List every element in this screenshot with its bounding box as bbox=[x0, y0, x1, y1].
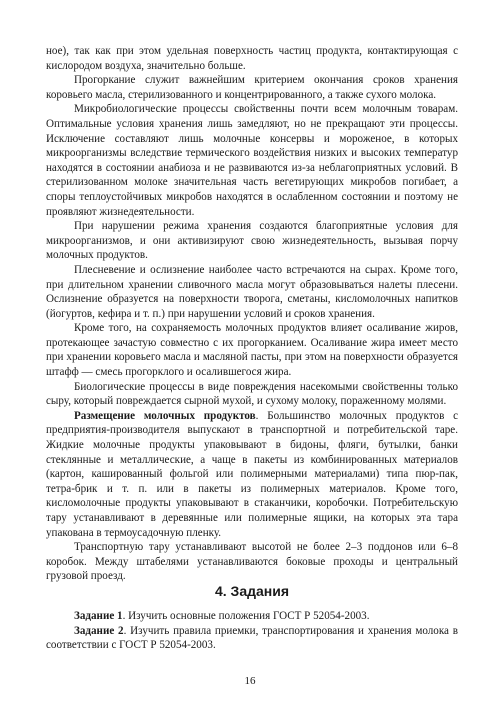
paragraph: Микробиологические процессы свойственны почти всем молочным товарам. Оптимальные условия хранения лишь замедляют, но не прекращают эти процессы. Исключение составляют лишь молочные консервы и мороженое, в которых микроорганизмы вследствие термического воздействия низких и высоких температур находятся в состоянии анабиоза и не развиваются из-за неблагоприятных условий. В стерилизованном молоке значительная часть вегетирующих микробов погибает, а споры теплоустойчивых микробов находятся в ослабленном состоянии и поэтому не проявляют жизнедеятельности. bbox=[46, 103, 458, 218]
task-item: Задание 2. Изучить правила приемки, транспортирования и хранения молока в соответствии с ГОСТ Р 52054-2003. bbox=[46, 624, 459, 652]
paragraph: Размещение молочных продуктов. Большинство молочных продуктов с предприятия-производителя выпускают в транспортной и потребительской таре. Жидкие молочные продукты упаковывают в бидоны, фляги, бутылки, банки стеклянные и металлические, а чаще в пакеты из комбинированных материалов (картон, кашированный фольгой или полимерными материалами) типа пюр-пак, тетра-брик и т. п. или в пакеты из полимерных материалов. Кроме того, кисломолочные продукты упаковывают в стаканчики, коробочки. Потребительскую тару устанавливают в деревянные или полимерные ящики, на которых эта тара упакована в термоусадочную пленку. bbox=[46, 409, 458, 539]
paragraph: Биологические процессы в виде повреждения насекомыми свойственны только сыру, который повреждается сырной мухой, и сухому молоку, пораженному молями. bbox=[46, 380, 458, 408]
task-list bbox=[46, 609, 458, 653]
paragraph: Плесневение и ослизнение наиболее часто встречаются на сырах. Кроме того, при длительном хранении сливочного масла могут образовываться налеты плесени. Ослизнение образуется на поверхности творога, сметаны, кисломолочных напитков (йогуртов, кефира и т. п.) при нарушении условий и сроков хранения. bbox=[46, 263, 458, 320]
paragraph: Кроме того, на сохраняемость молочных продуктов влияет осаливание жиров, протекающее зачастую совместно с их прогорканием. Осаливание жира имеет место при хранении коровьего масла и масляной пасты, при этом на поверхности образуется штафф — смесь прогорклого и осалившегося жира. bbox=[46, 322, 458, 379]
paragraph: Прогоркание служит важнейшим критерием окончания сроков хранения коровьего масла, стерилизованного и концентрированного, а также сухого молока. bbox=[46, 74, 458, 101]
page-number: 16 bbox=[244, 675, 256, 687]
task-label: Задание 1 bbox=[74, 610, 123, 622]
task-item: Задание 1. Изучить основные положения ГОСТ Р 52054-2003. bbox=[74, 610, 370, 622]
paragraph: ное), так как при этом удельная поверхность частиц продукта, контактирующая с кислородом воздуха, значительно больше. bbox=[46, 45, 458, 72]
paragraph: Транспортную тару устанавливают высотой не более 2–3 поддонов или 6–8 коробок. Между штабелями устанавливаются боковые проходы и центральный грузовой проезд. bbox=[46, 541, 458, 583]
bold-lead: Размещение молочных продуктов bbox=[74, 409, 256, 422]
section-heading: 4. Задания bbox=[214, 583, 290, 599]
task-label: Задание 2 bbox=[74, 624, 124, 637]
paragraph: При нарушении режима хранения создаются благоприятные условия для микроорганизмов, и они активизируют свою жизнедеятельность, вызывая порчу молочных продуктов. bbox=[46, 220, 458, 262]
body-text bbox=[46, 44, 458, 584]
